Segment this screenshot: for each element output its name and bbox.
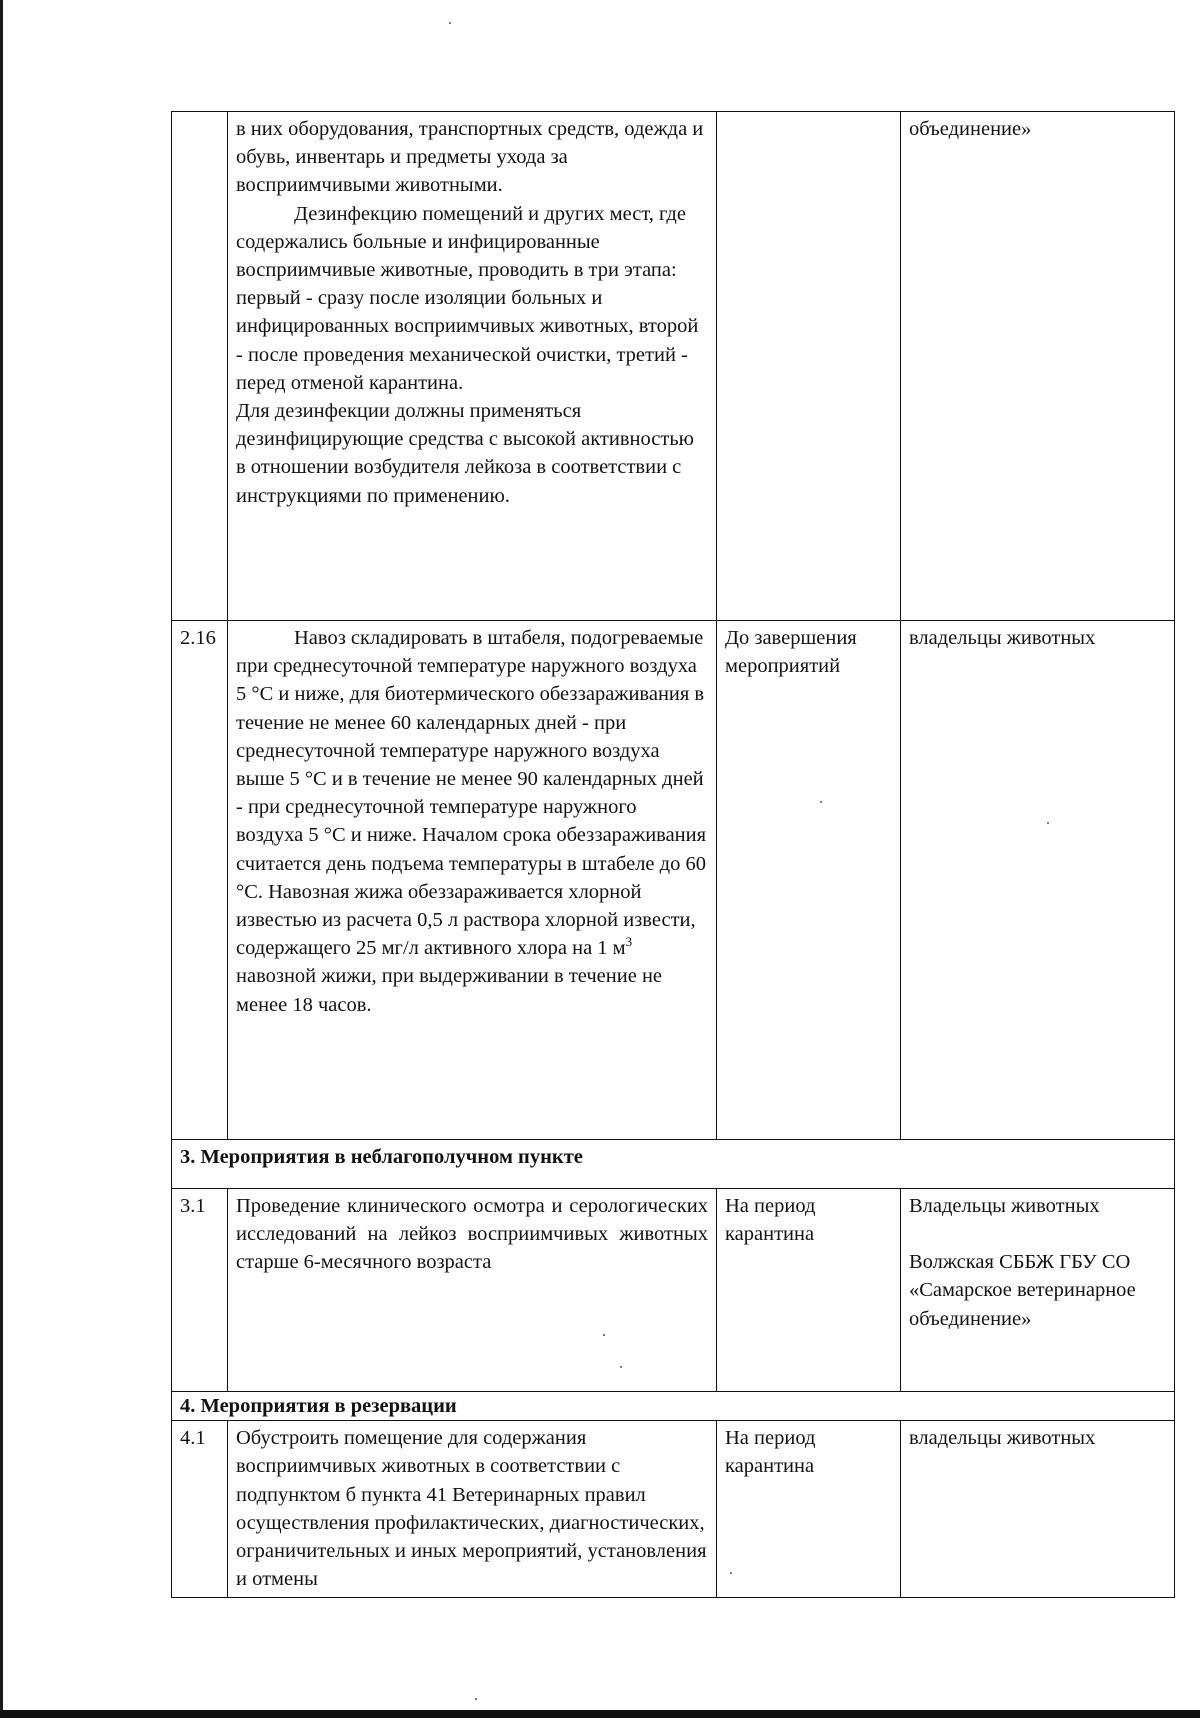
- table-row: [172, 621, 1175, 1140]
- responsible-cell: владельцы животных: [901, 1421, 1175, 1598]
- responsible-cell: объединение»: [901, 112, 1175, 621]
- row-number: 3.1: [172, 1189, 228, 1392]
- row-number: [172, 112, 228, 621]
- responsible-cell: владельцы животных: [901, 621, 1175, 1140]
- row-number: 4.1: [172, 1421, 228, 1598]
- section-header-row: [172, 1140, 1175, 1189]
- table-row: [172, 1421, 1175, 1598]
- section-title: 3. Мероприятия в неблагополучном пункте: [172, 1140, 1175, 1189]
- scan-edge-bottom: [0, 1710, 1200, 1718]
- scan-edge-left: [0, 0, 3, 1718]
- measure-description: [228, 112, 717, 621]
- measure-description: Обустроить помещение для содержания восприимчивых животных в соответствии с подпунктом б пункта 41 Ветеринарных правил осуществления профилактических, диагностических, ограничительных и иных мероприятий, установления и отмены: [228, 1421, 717, 1598]
- measures-table: [171, 111, 1175, 1598]
- deadline-cell: На период карантина: [717, 1421, 901, 1598]
- deadline-cell: [717, 112, 901, 621]
- description-text-tail: навозной жижи, при выдерживании в течение не менее 18 часов.: [236, 965, 663, 1016]
- description-paragraph: Дезинфекцию помещений и других мест, где содержались больные и инфицированные восприимчивые животные, проводить в три этапа: первый - сразу после изоляции больных и инфицированных восприимчивых животных, второй - после проведения механической очистки, третий - перед отменой карантина.: [236, 202, 699, 394]
- row-number: 2.16: [172, 621, 228, 1140]
- responsible-organization: Волжская СББЖ ГБУ СО «Самарское ветеринарное объединение»: [909, 1251, 1136, 1330]
- deadline-cell: На период карантина: [717, 1189, 901, 1392]
- section-header-row: [172, 1392, 1175, 1421]
- table-row: [172, 112, 1175, 621]
- description-paragraph: в них оборудования, транспортных средств, одежда и обувь, инвентарь и предметы ухода за восприимчивыми животными.: [236, 118, 704, 197]
- superscript: 3: [625, 934, 633, 950]
- deadline-cell: До завершения мероприятий: [717, 621, 901, 1140]
- measure-description: [228, 621, 717, 1140]
- measure-description: Проведение клинического осмотра и серологических исследований на лейкоз восприимчивых животных старше 6-месячного возраста: [228, 1189, 717, 1392]
- description-paragraph: Для дезинфекции должны применяться дезинфицирующие средства с высокой активностью в отношении возбудителя лейкоза в соответствии с инструкциями по применению.: [236, 400, 694, 507]
- responsible-cell: [901, 1189, 1175, 1392]
- description-text: Навоз складировать в штабеля, подогреваемые при среднесуточной температуре наружного воздуха 5 °С и ниже, для биотермического обеззараживания в течение не менее 60 календарных дней - при среднесуточной температуре наружного воздуха выше 5 °С и в течение не менее 90 календарных дней - при среднесуточной температуре наружного воздуха 5 °С и ниже. Началом срока обеззараживания считается день подъема температуры в штабеле до 60 °С. Навозная жижа обеззараживается хлорной известью из расчета 0,5 л раствора хлорной извести, содержащего 25 мг/л активного хлора на 1 м: [236, 627, 707, 960]
- scan-speck: [475, 1698, 477, 1700]
- responsible-owner: Владельцы животных: [909, 1195, 1100, 1217]
- table-row: [172, 1189, 1175, 1392]
- scan-speck: [449, 22, 451, 24]
- section-title: 4. Мероприятия в резервации: [172, 1392, 1175, 1421]
